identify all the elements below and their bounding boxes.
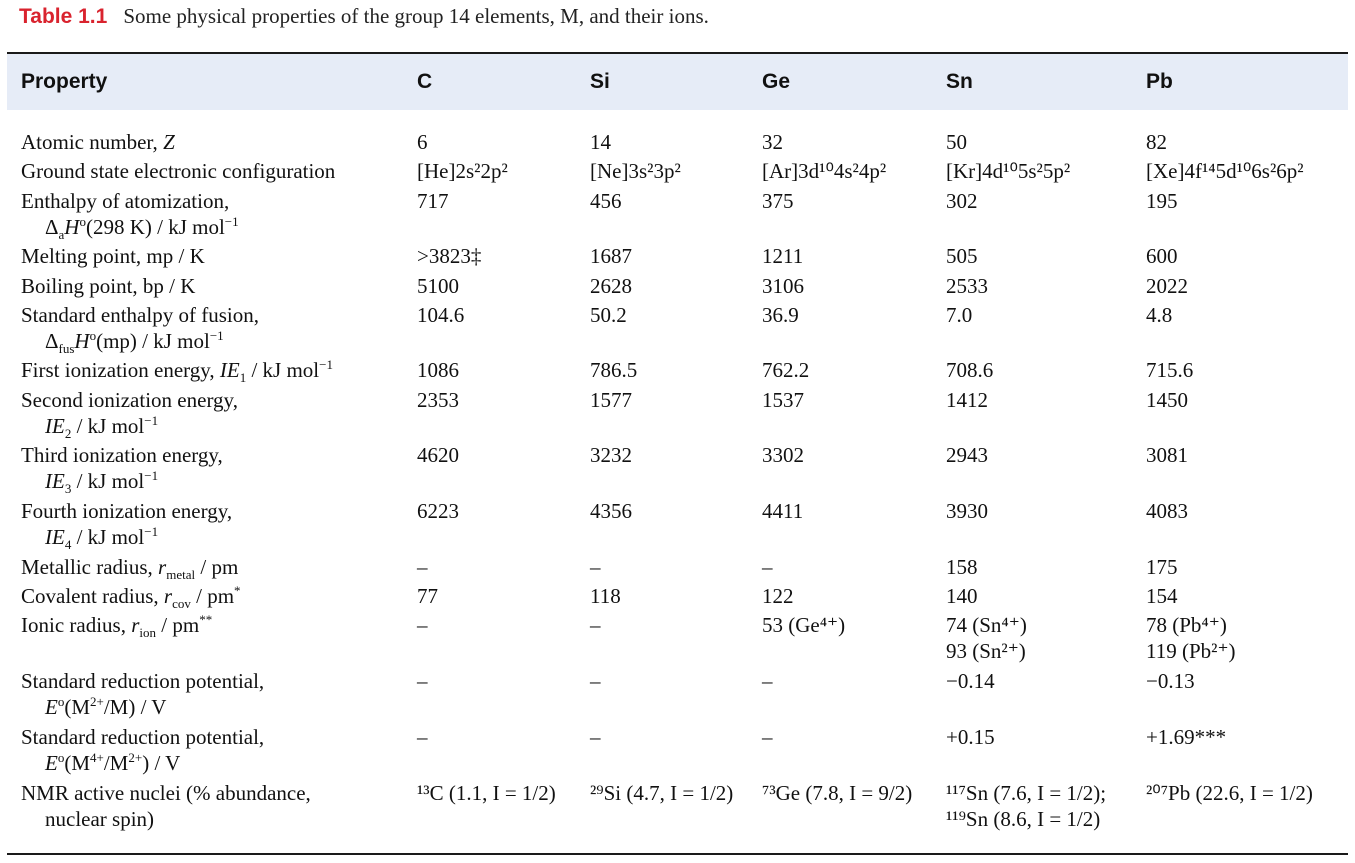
cell-melting_point-si: 1687 xyxy=(590,244,632,268)
cell-metallic_radius-si: – xyxy=(590,555,601,579)
cell-configuration-sn: [Kr]4d¹⁰5s²5p² xyxy=(946,159,1071,183)
property-ie4: Fourth ionization energy, $IE_4$ / kJ mol$^{-1}$ xyxy=(21,499,233,553)
cell-ie3-ge: 3302 xyxy=(762,443,804,467)
cell-ie1-sn: 708.6 xyxy=(946,358,994,382)
cell-melting_point-pb: 600 xyxy=(1146,244,1178,268)
cell-configuration-c: [He]2s²2p² xyxy=(417,159,508,183)
cell-e_m2_m-sn: −0.14 xyxy=(946,669,995,693)
header-property: Property xyxy=(21,70,108,93)
cell-nmr-si: ²⁹Si (4.7, I = 1/2) xyxy=(590,781,734,805)
cell-atomic_number-ge: 32 xyxy=(762,130,783,154)
cell-metallic_radius-ge: – xyxy=(762,555,773,579)
cell-nmr-sn-2: ¹¹⁹Sn (8.6, I = 1/2) xyxy=(946,807,1101,831)
header-pb: Pb xyxy=(1146,70,1173,93)
cell-boiling_point-c: 5100 xyxy=(417,274,459,298)
table-caption-text: Some physical properties of the group 14 elements, M, and their ions. xyxy=(123,4,709,28)
cell-ie2-c: 2353 xyxy=(417,388,459,412)
cell-enthalpy_fusion-si: 50.2 xyxy=(590,303,627,327)
cell-covalent_radius-pb: 154 xyxy=(1146,584,1178,608)
cell-nmr-ge: ⁷³Ge (7.8, I = 9/2) xyxy=(762,781,913,805)
cell-atomic_number-pb: 82 xyxy=(1146,130,1167,154)
cell-ie1-c: 1086 xyxy=(417,358,459,382)
cell-ie2-pb: 1450 xyxy=(1146,388,1188,412)
cell-ie3-pb: 3081 xyxy=(1146,443,1188,467)
cell-ie2-sn: 1412 xyxy=(946,388,988,412)
cell-covalent_radius-sn: 140 xyxy=(946,584,978,608)
cell-nmr-pb: ²⁰⁷Pb (22.6, I = 1/2) xyxy=(1146,781,1313,805)
cell-ie1-pb: 715.6 xyxy=(1146,358,1194,382)
cell-enthalpy_fusion-ge: 36.9 xyxy=(762,303,799,327)
cell-enthalpy_atomization-c: 717 xyxy=(417,189,449,213)
table-caption xyxy=(19,4,709,34)
cell-e_m4_m2-c: – xyxy=(417,725,428,749)
cell-enthalpy_fusion-sn: 7.0 xyxy=(946,303,973,327)
cell-enthalpy_atomization-ge: 375 xyxy=(762,189,794,213)
header-ge: Ge xyxy=(762,70,791,93)
cell-boiling_point-si: 2628 xyxy=(590,274,632,298)
cell-ie3-si: 3232 xyxy=(590,443,632,467)
cell-e_m2_m-ge: – xyxy=(762,669,773,693)
cell-covalent_radius-ge: 122 xyxy=(762,584,794,608)
cell-boiling_point-ge: 3106 xyxy=(762,274,804,298)
cell-e_m2_m-si: – xyxy=(590,669,601,693)
cell-boiling_point-sn: 2533 xyxy=(946,274,988,298)
cell-ie4-pb: 4083 xyxy=(1146,499,1188,523)
cell-enthalpy_atomization-si: 456 xyxy=(590,189,622,213)
property-covalent-radius: Covalent radius, $r_{cov} / pm^*$ xyxy=(21,583,241,612)
cell-metallic_radius-c: – xyxy=(417,555,428,579)
cell-configuration-si: [Ne]3s²3p² xyxy=(590,159,681,183)
header-sn: Sn xyxy=(946,70,973,93)
cell-ionic_radius-sn-2: 93 (Sn²⁺) xyxy=(946,639,1026,663)
cell-ionic_radius-c: – xyxy=(417,613,428,637)
property-configuration: Ground state electronic configuration xyxy=(21,159,336,183)
cell-covalent_radius-si: 118 xyxy=(590,584,621,608)
cell-ie1-ge: 762.2 xyxy=(762,358,810,382)
cell-metallic_radius-sn: 158 xyxy=(946,555,978,579)
cell-ionic_radius-pb-2: 119 (Pb²⁺) xyxy=(1146,639,1236,663)
cell-ie2-si: 1577 xyxy=(590,388,632,412)
cell-melting_point-c: >3823‡ xyxy=(417,244,482,268)
property-nmr: NMR active nuclei (% abundance, nuclear spin) xyxy=(21,781,311,831)
cell-e_m4_m2-pb: +1.69*** xyxy=(1146,725,1227,749)
cell-e_m4_m2-si: – xyxy=(590,725,601,749)
property-ionic-radius: Ionic radius, $r_{ion} / pm^{**}$ xyxy=(21,612,213,641)
cell-ie1-si: 786.5 xyxy=(590,358,638,382)
cell-nmr-c: ¹³C (1.1, I = 1/2) xyxy=(417,781,556,805)
cell-melting_point-ge: 1211 xyxy=(762,244,804,268)
cell-ie4-ge: 4411 xyxy=(762,499,804,523)
cell-enthalpy_fusion-pb: 4.8 xyxy=(1146,303,1173,327)
cell-atomic_number-sn: 50 xyxy=(946,130,967,154)
property-boiling-point: Boiling point, bp / K xyxy=(21,274,196,298)
property-enthalpy-fusion: Standard enthalpy of fusion, $\Delta_{fus}H^o(mp)$ / kJ mol$^{-1}$ xyxy=(21,303,259,357)
cell-ie4-si: 4356 xyxy=(590,499,632,523)
cell-ie4-c: 6223 xyxy=(417,499,459,523)
cell-ionic_radius-si: – xyxy=(590,613,601,637)
header-si: Si xyxy=(590,70,610,93)
cell-atomic_number-si: 14 xyxy=(590,130,611,154)
cell-metallic_radius-pb: 175 xyxy=(1146,555,1178,579)
cell-covalent_radius-c: 77 xyxy=(417,584,438,608)
cell-ie2-ge: 1537 xyxy=(762,388,804,412)
property-metallic-radius: Metallic radius, $r_{metal}$ / pm xyxy=(21,555,239,583)
table-label: Table 1.1 xyxy=(19,5,108,28)
cell-ie4-sn: 3930 xyxy=(946,499,988,523)
cell-enthalpy_fusion-c: 104.6 xyxy=(417,303,465,327)
property-melting-point: Melting point, mp / K xyxy=(21,244,205,268)
property-ie1: First ionization energy, $IE_1$ / kJ mol$^{-1}$ xyxy=(21,357,333,386)
property-ie3: Third ionization energy, $IE_3$ / kJ mol$^{-1}$ xyxy=(21,443,223,497)
cell-ie3-c: 4620 xyxy=(417,443,459,467)
cell-e_m4_m2-ge: – xyxy=(762,725,773,749)
property-e-m2-m: Standard reduction potential, $E^o(M^{2+}/M)$ / V xyxy=(21,669,265,719)
cell-e_m4_m2-sn: +0.15 xyxy=(946,725,995,749)
cell-melting_point-sn: 505 xyxy=(946,244,978,268)
cell-atomic_number-c: 6 xyxy=(417,130,428,154)
cell-ionic_radius-ge: 53 (Ge⁴⁺) xyxy=(762,613,846,637)
property-e-m4-m2: Standard reduction potential, $E^o(M^{4+}/M^{2+})$ / V xyxy=(21,725,265,775)
cell-enthalpy_atomization-pb: 195 xyxy=(1146,189,1178,213)
cell-configuration-pb: [Xe]4f¹⁴5d¹⁰6s²6p² xyxy=(1146,159,1304,183)
property-enthalpy-atomization: Enthalpy of atomization, $\Delta_aH^o(298$ K) / kJ mol$^{-1}$ xyxy=(21,189,239,243)
property-ie2: Second ionization energy, $IE_2$ / kJ mol$^{-1}$ xyxy=(21,388,238,442)
cell-ie3-sn: 2943 xyxy=(946,443,988,467)
cell-boiling_point-pb: 2022 xyxy=(1146,274,1188,298)
cell-e_m2_m-c: – xyxy=(417,669,428,693)
cell-e_m2_m-pb: −0.13 xyxy=(1146,669,1195,693)
property-atomic-number: Atomic number, Z xyxy=(21,130,175,154)
table-bottom-rule xyxy=(7,853,1348,855)
cell-nmr-sn: ¹¹⁷Sn (7.6, I = 1/2); xyxy=(946,781,1107,805)
cell-configuration-ge: [Ar]3d¹⁰4s²4p² xyxy=(762,159,887,183)
cell-ionic_radius-pb: 78 (Pb⁴⁺) xyxy=(1146,613,1227,637)
cell-enthalpy_atomization-sn: 302 xyxy=(946,189,978,213)
header-c: C xyxy=(417,70,433,93)
cell-ionic_radius-sn: 74 (Sn⁴⁺) xyxy=(946,613,1027,637)
